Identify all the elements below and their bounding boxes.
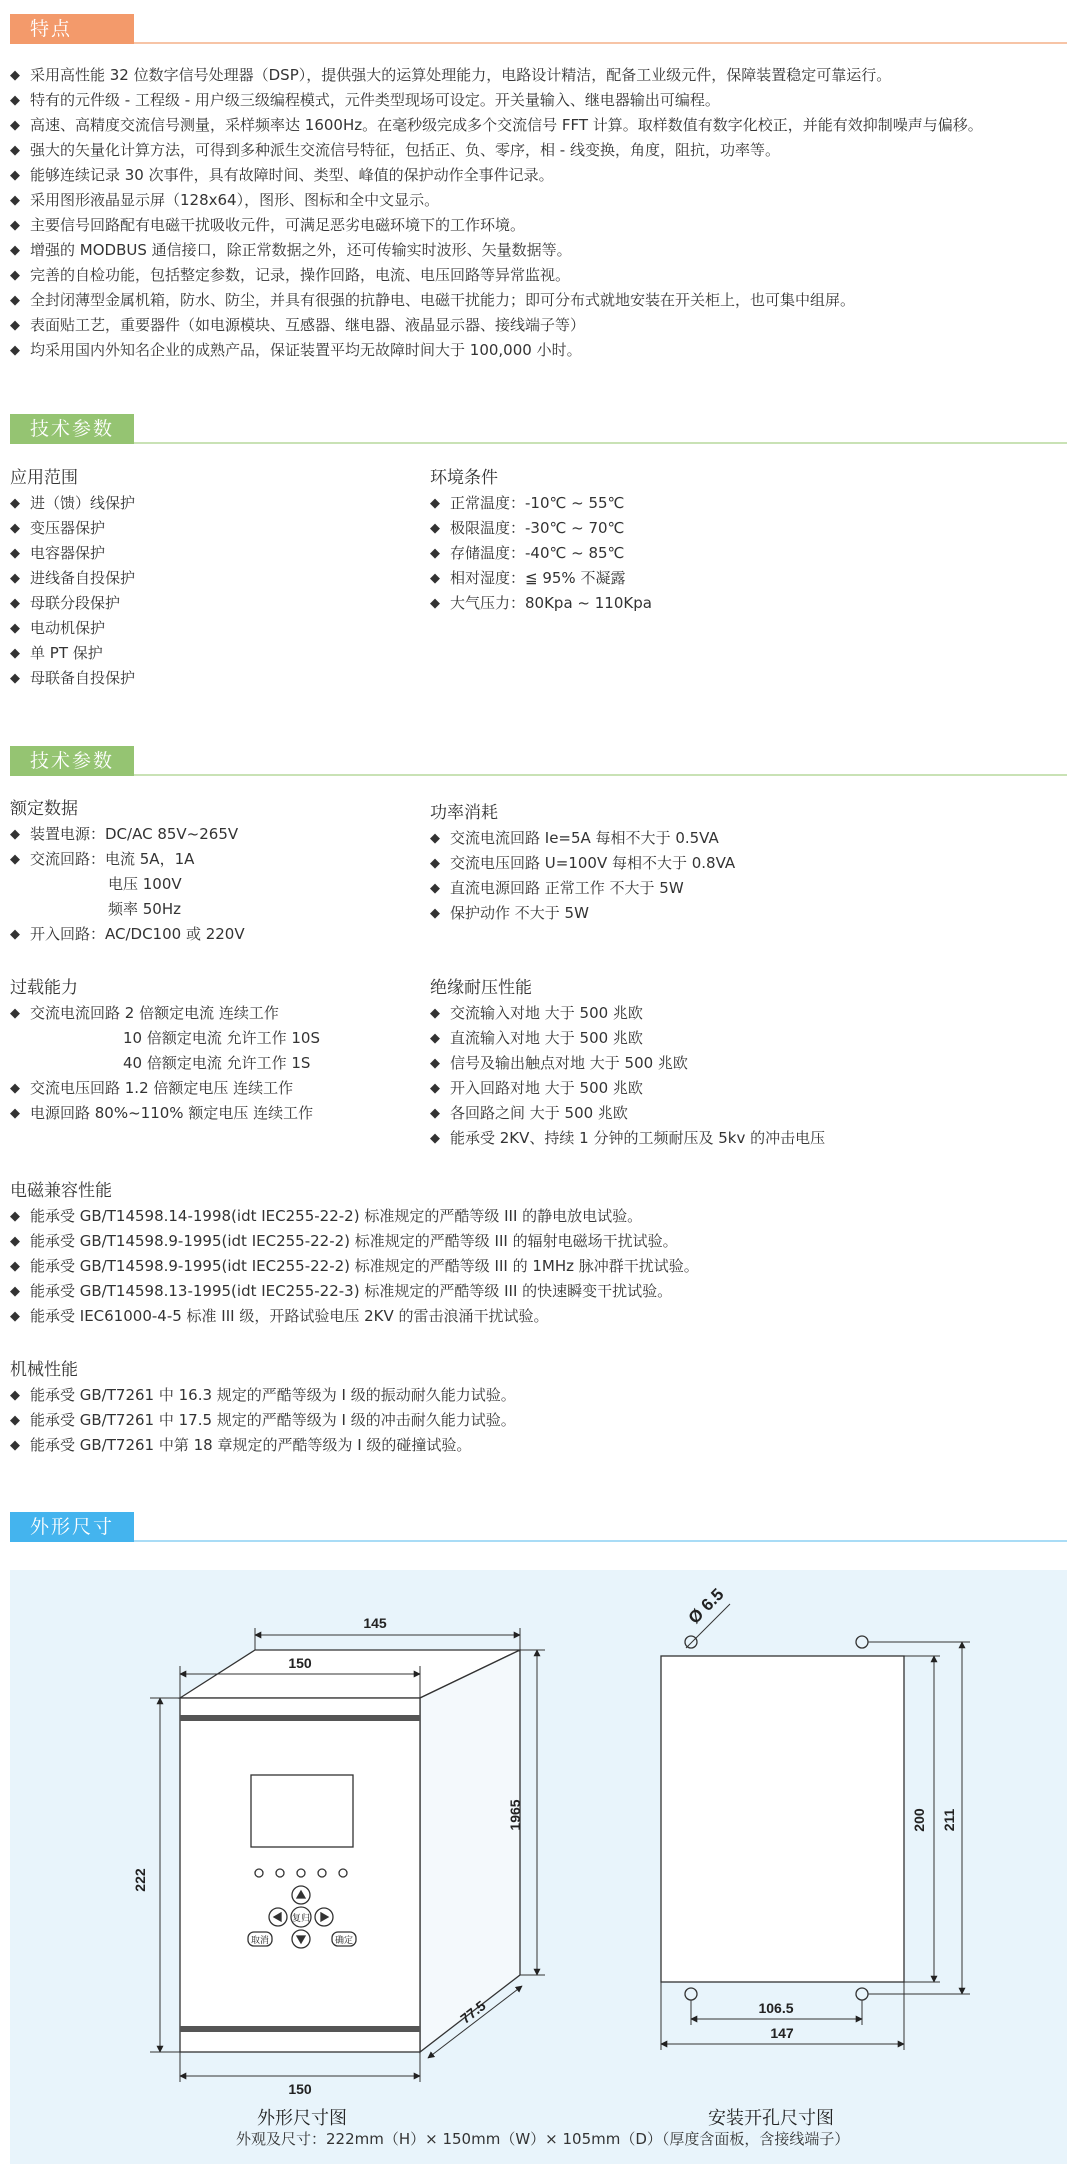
- insulation-block: [430, 975, 825, 1151]
- environment-item: ◆ 相对湿度：≦ 95% 不凝露: [430, 566, 652, 591]
- cancel-key-label: 取消: [250, 1935, 270, 1945]
- environment-item: ◆ 正常温度：-10℃ ~ 55℃: [430, 491, 652, 516]
- rated-item: ◆ 装置电源：DC/AC 85V~265V: [10, 822, 245, 847]
- insulation-item: ◆ 各回路之间 大于 500 兆欧: [430, 1101, 825, 1126]
- rated-title: 额定数据: [10, 799, 78, 819]
- insulation-list: [430, 1001, 825, 1151]
- overload-title: 过载能力: [10, 978, 78, 998]
- emc-item: ◆ 能承受 GB/T14598.9-1995(idt IEC255-22-2) 标准规定的严酷等级 III 的 1MHz 脉冲群干扰试验。: [10, 1254, 699, 1279]
- application-item: ◆ 进（馈）线保护: [10, 491, 135, 516]
- header-rule: [10, 774, 1067, 776]
- features-header: [10, 14, 1067, 44]
- overload-item: ◆ 交流电压回路 1.2 倍额定电压 连续工作: [10, 1076, 320, 1101]
- application-item: ◆ 母联分段保护: [10, 591, 135, 616]
- mount-view-caption: 安装开孔尺寸图: [708, 2108, 834, 2129]
- rated-item-cont: 频率 50Hz: [108, 900, 182, 918]
- emc-item: ◆ 能承受 GB/T14598.9-1995(idt IEC255-22-2) 标准规定的严酷等级 III 的辐射电磁场干扰试验。: [10, 1229, 699, 1254]
- environment-block: [430, 465, 652, 616]
- mechanical-list: [10, 1383, 516, 1458]
- features-list: [10, 63, 983, 363]
- mount-hole-bottom-right: [856, 1988, 868, 2000]
- feature-item: ◆ 采用图形液晶显示屏（128x64），图形、图标和全中文显示。: [10, 188, 983, 213]
- power-title: 功率消耗: [430, 803, 498, 823]
- dim-222: 222: [132, 1868, 148, 1892]
- environment-title: 环境条件: [430, 468, 498, 488]
- rated-item: ◆ 交流回路：电流 5A，1A: [10, 847, 245, 872]
- dim-211: 211: [941, 1808, 957, 1832]
- overload-item: ◆ 电源回路 80%~110% 额定电压 连续工作: [10, 1101, 320, 1126]
- dim-150-top: 150: [288, 1655, 312, 1671]
- feature-item: ◆ 采用高性能 32 位数字信号处理器（DSP），提供强大的运算处理能力，电路设计精洁，配备工业级元件，保障装置稳定可靠运行。: [10, 63, 983, 88]
- application-item: ◆ 变压器保护: [10, 516, 135, 541]
- mounting-cutout-view: [661, 1636, 904, 2000]
- application-list: [10, 491, 135, 691]
- mount-hole-top-left: [685, 1636, 697, 1648]
- device-front-view: [180, 1650, 520, 2052]
- power-item: ◆ 交流电流回路 Ie=5A 每相不大于 0.5VA: [430, 826, 735, 851]
- tech2-title: 技术参数: [10, 746, 134, 776]
- dim-106-5: 106.5: [758, 2000, 794, 2016]
- environment-item: ◆ 存储温度：-40℃ ~ 85℃: [430, 541, 652, 566]
- emc-item: ◆ 能承受 IEC61000-4-5 标准 III 级，开路试验电压 2KV 的雷击浪涌干扰试验。: [10, 1304, 699, 1329]
- tech2-header: [10, 746, 1067, 776]
- front-view-caption: 外形尺寸图: [257, 2108, 347, 2129]
- power-item: ◆ 保护动作 不大于 5W: [430, 901, 735, 926]
- environment-item: ◆ 极限温度：-30℃ ~ 70℃: [430, 516, 652, 541]
- overload-item: ◆ 交流电流回路 2 倍额定电流 连续工作: [10, 1001, 320, 1026]
- tech1-title: 技术参数: [10, 414, 134, 444]
- dims-title: 外形尺寸: [10, 1512, 134, 1542]
- features-title: 特点: [10, 14, 134, 44]
- mechanical-block: [10, 1357, 516, 1458]
- application-item: ◆ 电容器保护: [10, 541, 135, 566]
- feature-item: ◆ 强大的矢量化计算方法，可得到多种派生交流信号特征，包括正、负、零序，相 - 线变换，角度，阻抗，功率等。: [10, 138, 983, 163]
- environment-item: ◆ 大气压力：80Kpa ~ 110Kpa: [430, 591, 652, 616]
- dim-1965: 1965: [507, 1799, 523, 1831]
- cutout-outline: [661, 1656, 904, 1982]
- emc-list: [10, 1204, 699, 1329]
- dim-200: 200: [911, 1808, 927, 1832]
- power-item: ◆ 直流电源回路 正常工作 不大于 5W: [430, 876, 735, 901]
- dimension-note: 外观及尺寸：222mm（H）× 150mm（W）× 105mm（D）（厚度含面板，含接线端子）: [236, 2130, 850, 2148]
- application-block: [10, 465, 135, 691]
- feature-item: ◆ 能够连续记录 30 次事件，具有故障时间、类型、峰值的保护动作全事件记录。: [10, 163, 983, 188]
- feature-item: ◆ 全封闭薄型金属机箱，防水、防尘，并具有很强的抗静电、电磁干扰能力；即可分布式就地安装在开关柜上，也可集中组屏。: [10, 288, 983, 313]
- emc-block: [10, 1178, 699, 1329]
- insulation-item: ◆ 交流输入对地 大于 500 兆欧: [430, 1001, 825, 1026]
- mechanical-item: ◆ 能承受 GB/T7261 中 17.5 规定的严酷等级为 I 级的冲击耐久能力试验。: [10, 1408, 516, 1433]
- overload-block: [10, 975, 320, 1126]
- device-front-face: [180, 1698, 420, 2052]
- front-top-band: [180, 1715, 420, 1721]
- application-item: ◆ 母联备自投保护: [10, 666, 135, 691]
- rated-block: [10, 796, 245, 947]
- feature-item: ◆ 完善的自检功能，包括整定参数，记录，操作回路，电流、电压回路等异常监视。: [10, 263, 983, 288]
- mechanical-item: ◆ 能承受 GB/T7261 中第 18 章规定的严酷等级为 I 级的碰撞试验。: [10, 1433, 516, 1458]
- mount-hole-top-right: [856, 1636, 868, 1648]
- application-item: ◆ 进线备自投保护: [10, 566, 135, 591]
- dim-147: 147: [770, 2025, 794, 2041]
- dim-145: 145: [363, 1615, 387, 1631]
- environment-list: [430, 491, 652, 616]
- power-list: [430, 826, 735, 926]
- feature-item: ◆ 表面贴工艺，重要器件（如电源模块、互感器、继电器、液晶显示器、接线端子等）: [10, 313, 983, 338]
- insulation-item: ◆ 开入回路对地 大于 500 兆欧: [430, 1076, 825, 1101]
- reset-key-label: 复归: [291, 1913, 311, 1923]
- insulation-item: ◆ 信号及输出触点对地 大于 500 兆欧: [430, 1051, 825, 1076]
- rated-item: ◆ 开入回路：AC/DC100 或 220V: [10, 922, 245, 947]
- feature-item: ◆ 高速、高精度交流信号测量，采样频率达 1600Hz。在毫秒级完成多个交流信号 FFT 计算。取样数值有数字化校正，并能有效抑制噪声与偏移。: [10, 113, 983, 138]
- header-rule: [10, 1540, 1067, 1542]
- mount-hole-bottom-left: [685, 1988, 697, 2000]
- rated-item-cont: 电压 100V: [108, 875, 182, 893]
- application-title: 应用范围: [10, 468, 78, 488]
- emc-title: 电磁兼容性能: [10, 1181, 112, 1201]
- device-side-face: [420, 1650, 520, 2052]
- overload-item-cont: 10 倍额定电流 允许工作 10S: [123, 1029, 321, 1047]
- ok-key-label: 确定: [334, 1935, 354, 1945]
- feature-item: ◆ 增强的 MODBUS 通信接口，除正常数据之外，还可传输实时波形、矢量数据等。: [10, 238, 983, 263]
- lcd-screen: [251, 1775, 353, 1847]
- insulation-item: ◆ 能承受 2KV、持续 1 分钟的工频耐压及 5kv 的冲击电压: [430, 1126, 825, 1151]
- dim-77-5: 77.5: [457, 1997, 489, 2027]
- dim-hole-diameter: Ø 6.5: [684, 1584, 728, 1628]
- dims-header: [10, 1512, 1067, 1542]
- feature-item: ◆ 主要信号回路配有电磁干扰吸收元件，可满足恶劣电磁环境下的工作环境。: [10, 213, 983, 238]
- header-rule: [10, 442, 1067, 444]
- dim-150-bottom: 150: [288, 2081, 312, 2097]
- mechanical-item: ◆ 能承受 GB/T7261 中 16.3 规定的严酷等级为 I 级的振动耐久能力试验。: [10, 1383, 516, 1408]
- feature-item: ◆ 特有的元件级 - 工程级 - 用户级三级编程模式，元件类型现场可设定。开关量输入、继电器输出可编程。: [10, 88, 983, 113]
- power-item: ◆ 交流电压回路 U=100V 每相不大于 0.8VA: [430, 851, 735, 876]
- insulation-title: 绝缘耐压性能: [430, 978, 532, 998]
- emc-item: ◆ 能承受 GB/T14598.14-1998(idt IEC255-22-2) 标准规定的严酷等级 III 的静电放电试验。: [10, 1204, 699, 1229]
- insulation-item: ◆ 直流输入对地 大于 500 兆欧: [430, 1026, 825, 1051]
- tech1-header: [10, 414, 1067, 444]
- power-block: [430, 800, 735, 926]
- application-item: ◆ 单 PT 保护: [10, 641, 135, 666]
- mechanical-title: 机械性能: [10, 1360, 78, 1380]
- application-item: ◆ 电动机保护: [10, 616, 135, 641]
- emc-item: ◆ 能承受 GB/T14598.13-1995(idt IEC255-22-3) 标准规定的严酷等级 III 的快速瞬变干扰试验。: [10, 1279, 699, 1304]
- front-bottom-band: [180, 2026, 420, 2032]
- feature-item: ◆ 均采用国内外知名企业的成熟产品，保证装置平均无故障时间大于 100,000 小时。: [10, 338, 983, 363]
- dimension-drawing-panel: [10, 1570, 1067, 2164]
- header-rule: [10, 42, 1067, 44]
- dimension-drawings: [10, 1570, 1067, 2164]
- overload-item-cont: 40 倍额定电流 允许工作 1S: [123, 1054, 311, 1072]
